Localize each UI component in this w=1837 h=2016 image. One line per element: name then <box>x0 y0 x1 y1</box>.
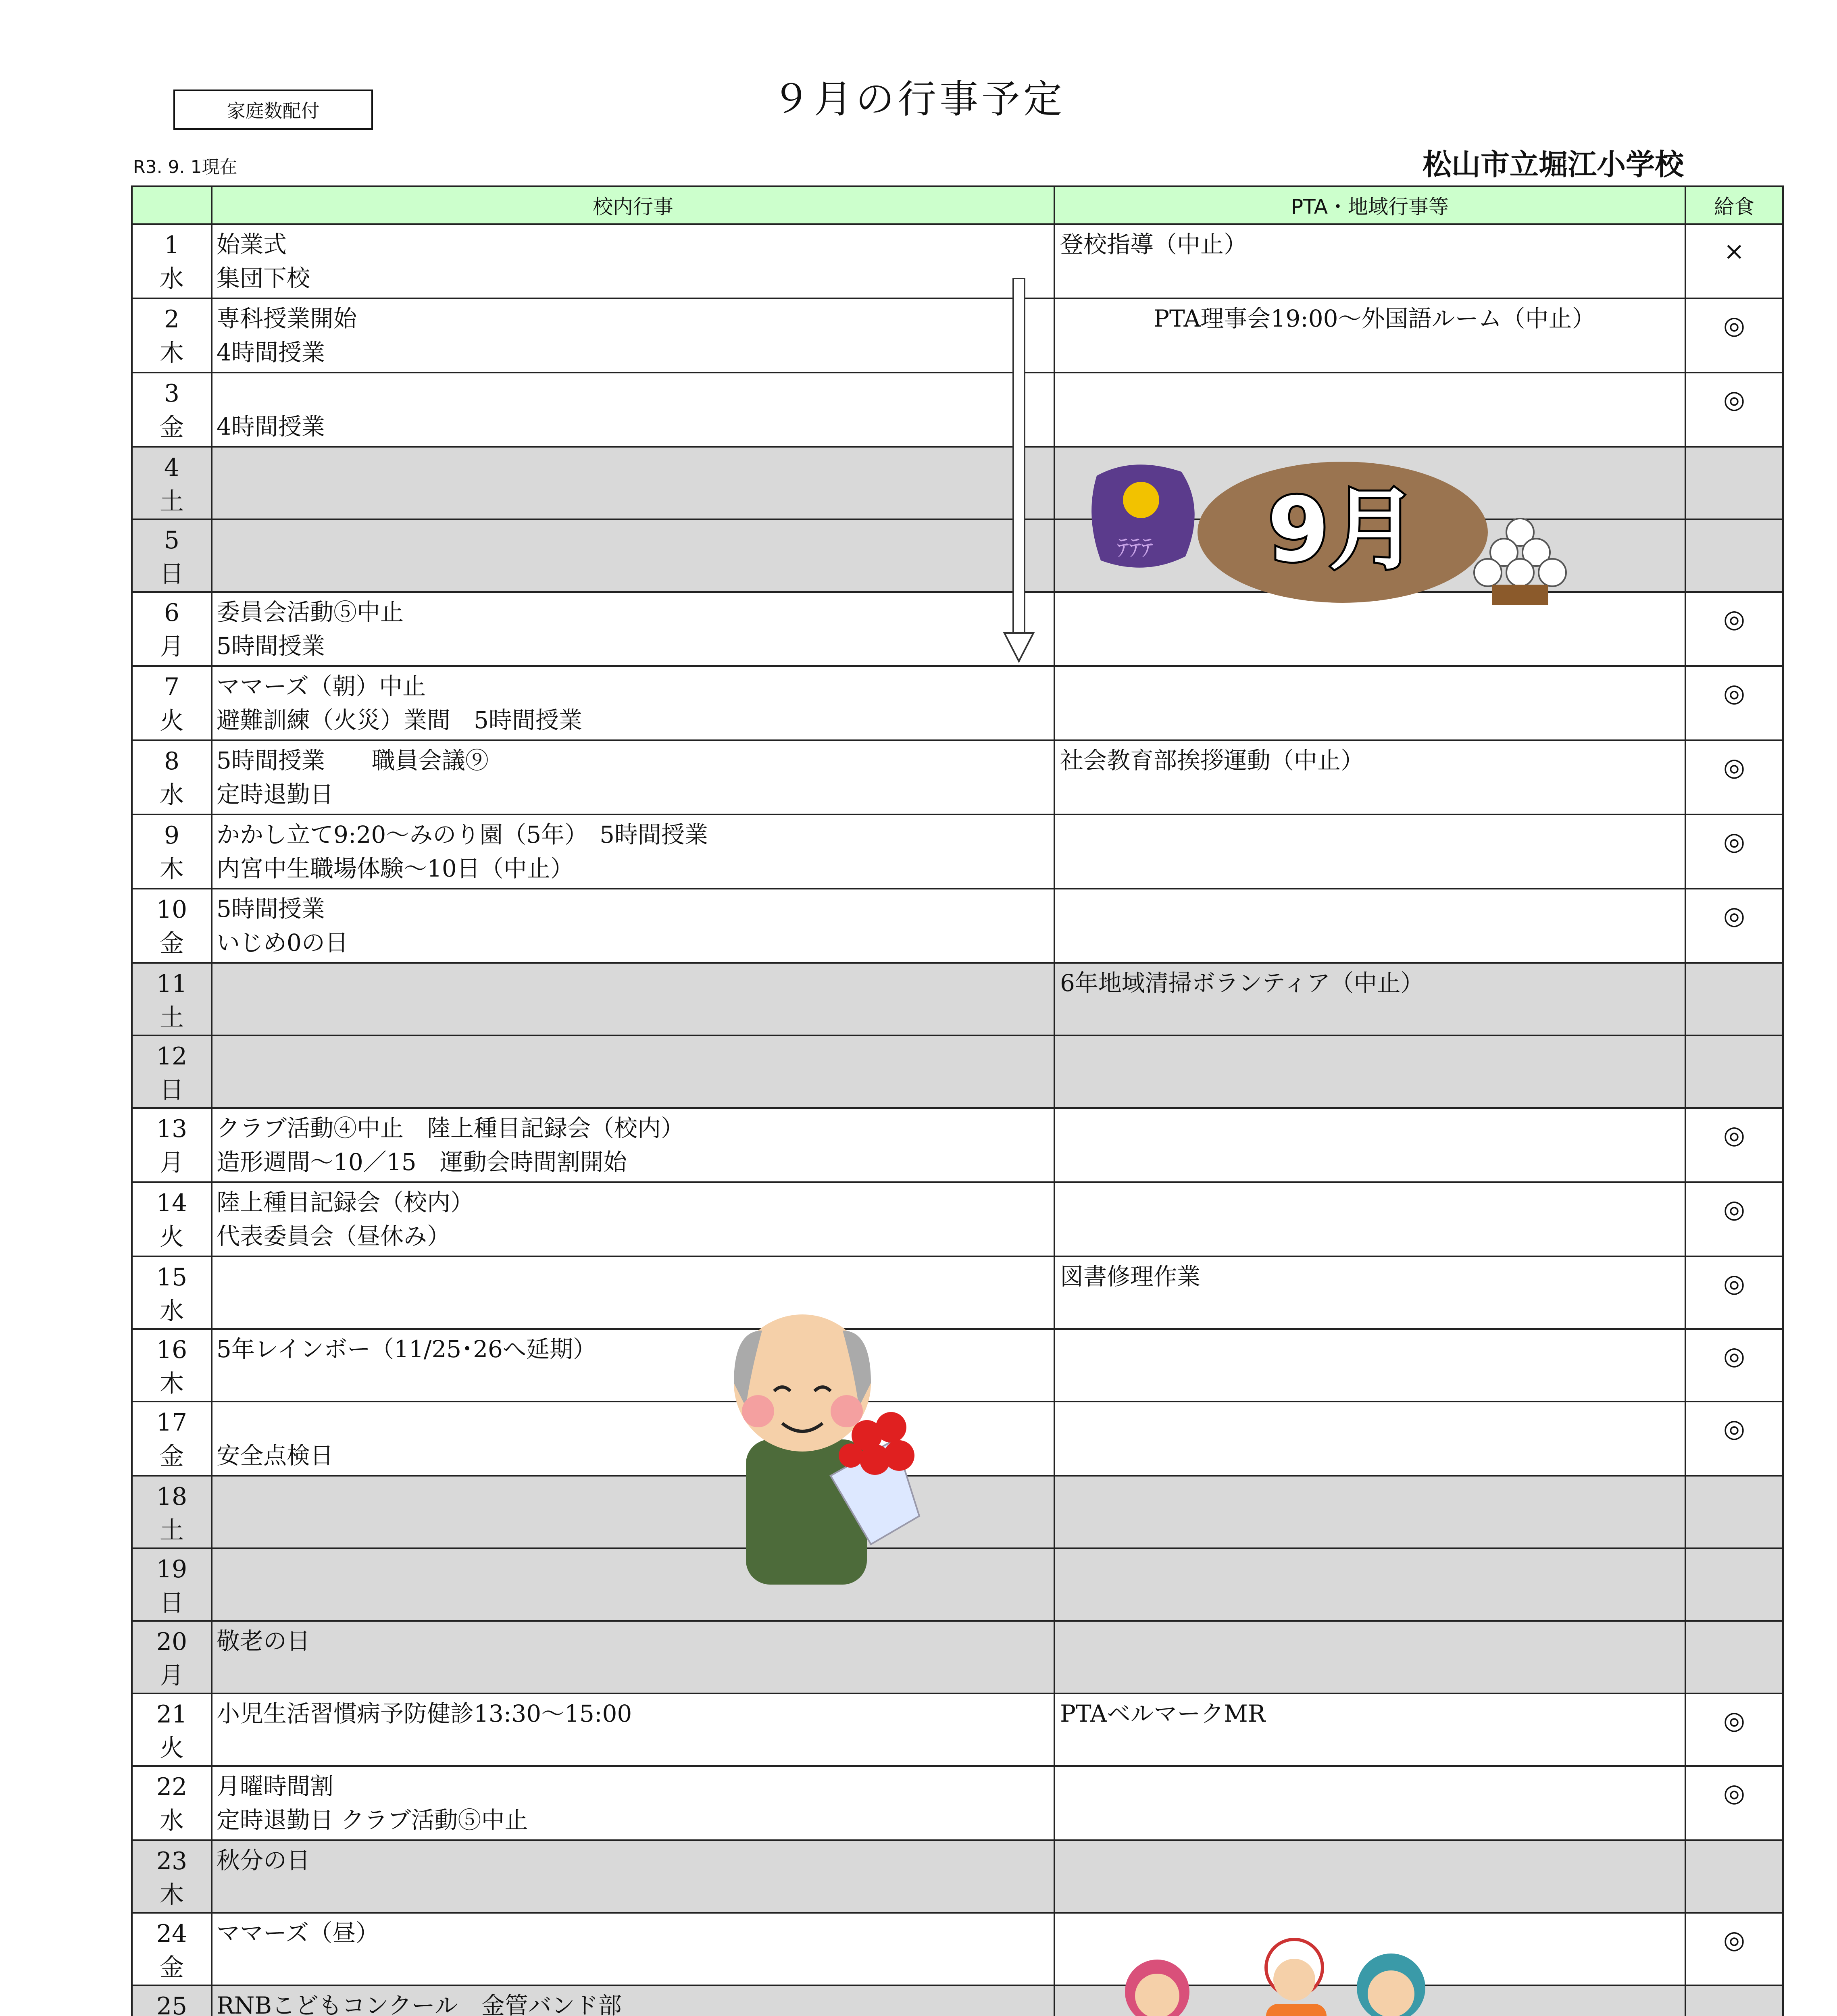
header-school-events: 校内行事 <box>212 186 1054 224</box>
table-row <box>132 740 1783 814</box>
day-number: 5 <box>164 526 180 554</box>
school-events-cell: 月曜時間割 定時退勤日 クラブ活動⑤中止 <box>212 1766 1054 1840</box>
day-of-week: 土 <box>160 1004 184 1032</box>
header-lunch: 給食 <box>1685 186 1783 224</box>
lunch-cell: ◎ <box>1685 373 1783 447</box>
day-number: 8 <box>164 747 180 775</box>
day-of-week: 火 <box>160 1223 184 1251</box>
header-pta-events: PTA・地域行事等 <box>1054 186 1685 224</box>
day-cell <box>132 1182 212 1256</box>
lunch-cell <box>1685 1476 1783 1548</box>
day-cell <box>132 963 212 1035</box>
children-walking-icon <box>1093 1935 1476 2016</box>
day-cell <box>132 1476 212 1548</box>
day-number: 22 <box>156 1773 187 1801</box>
pta-events-cell: 図書修理作業 <box>1054 1256 1685 1329</box>
table-header-row <box>132 186 1783 224</box>
day-cell <box>132 1693 212 1766</box>
lunch-cell: × <box>1685 224 1783 298</box>
pta-events-cell <box>1054 666 1685 740</box>
lunch-cell: ◎ <box>1685 1693 1783 1766</box>
table-row <box>132 1840 1783 1913</box>
pta-events-cell: 社会教育部挨拶運動（中止） <box>1054 740 1685 814</box>
day-of-week: 木 <box>160 1881 184 1909</box>
as-of-date: R3. 9. 1現在 <box>133 157 237 177</box>
lunch-cell: ◎ <box>1685 666 1783 740</box>
day-of-week: 土 <box>160 1516 184 1545</box>
day-cell <box>132 298 212 373</box>
table-row <box>132 666 1783 740</box>
school-events-cell: ママーズ（昼） <box>212 1913 1054 1985</box>
day-number: 6 <box>164 599 180 627</box>
table-row <box>132 1766 1783 1840</box>
day-of-week: 土 <box>160 487 184 516</box>
lunch-cell: ◎ <box>1685 1256 1783 1329</box>
day-number: 2 <box>164 305 180 333</box>
day-cell <box>132 224 212 298</box>
school-events-cell: 陸上種目記録会（校内） 代表委員会（昼休み） <box>212 1182 1054 1256</box>
school-name: 松山市立堀江小学校 <box>1422 148 1684 181</box>
down-arrow-icon <box>1003 278 1035 665</box>
school-events-cell: 5年レインボー（11/25･26へ延期） <box>212 1329 1054 1402</box>
lunch-cell: ◎ <box>1685 1329 1783 1402</box>
day-of-week: 月 <box>160 633 184 661</box>
table-row <box>132 1693 1783 1766</box>
day-number: 11 <box>156 970 187 998</box>
day-of-week: 水 <box>160 1807 184 1835</box>
page-title: ９月の行事予定 <box>772 77 1065 122</box>
lunch-cell: ◎ <box>1685 298 1783 373</box>
lunch-cell <box>1685 1548 1783 1621</box>
table-row <box>132 373 1783 447</box>
day-number: 10 <box>156 896 187 924</box>
day-cell <box>132 1840 212 1913</box>
day-number: 7 <box>164 673 180 701</box>
table-row <box>132 1913 1783 1985</box>
school-events-cell: 5時間授業 いじめ0の日 <box>212 889 1054 963</box>
day-number: 3 <box>164 379 180 408</box>
day-number: 20 <box>156 1628 187 1656</box>
lunch-cell <box>1685 1840 1783 1913</box>
day-cell <box>132 447 212 519</box>
day-of-week: 月 <box>160 1662 184 1690</box>
september-badge-icon <box>1085 452 1593 613</box>
table-row <box>132 889 1783 963</box>
lunch-cell: ◎ <box>1685 814 1783 889</box>
pta-events-cell: 6年地域清掃ボランティア（中止） <box>1054 963 1685 1035</box>
table-row <box>132 298 1783 373</box>
day-number: 18 <box>156 1483 187 1511</box>
school-events-cell: RNBこどもコンクール 金管バンド部 <box>212 1985 1054 2016</box>
pta-events-cell: 登校指導（中止） <box>1054 224 1685 298</box>
day-of-week: 水 <box>160 781 184 809</box>
day-number: 14 <box>156 1189 187 1217</box>
day-of-week: 水 <box>160 265 184 293</box>
school-events-cell: 敬老の日 <box>212 1621 1054 1693</box>
lunch-cell <box>1685 519 1783 592</box>
pta-events-cell: PTAベルマークMR <box>1054 1693 1685 1766</box>
pta-events-cell <box>1054 1402 1685 1476</box>
day-cell <box>132 1035 212 1108</box>
day-of-week: 木 <box>160 1370 184 1398</box>
school-events-cell: 専科授業開始 4時間授業 <box>212 298 1054 373</box>
table-row <box>132 1476 1783 1548</box>
day-of-week: 火 <box>160 707 184 735</box>
day-cell <box>132 889 212 963</box>
pta-events-cell <box>1054 1476 1685 1548</box>
pta-events-cell <box>1054 1182 1685 1256</box>
school-events-cell <box>212 447 1054 519</box>
lunch-cell: ◎ <box>1685 740 1783 814</box>
day-number: 12 <box>156 1042 187 1070</box>
day-of-week: 日 <box>160 1076 184 1104</box>
table-row <box>132 1035 1783 1108</box>
grandfather-with-flowers-icon <box>710 1306 935 1585</box>
table-row <box>132 1402 1783 1476</box>
pta-events-cell <box>1054 373 1685 447</box>
day-of-week: 木 <box>160 855 184 883</box>
lunch-cell <box>1685 963 1783 1035</box>
lunch-cell: ◎ <box>1685 1108 1783 1182</box>
table-row <box>132 814 1783 889</box>
day-number: 21 <box>156 1700 187 1729</box>
pta-events-cell <box>1054 1108 1685 1182</box>
day-cell <box>132 1621 212 1693</box>
day-of-week: 月 <box>160 1149 184 1177</box>
table-row <box>132 963 1783 1035</box>
day-number: 19 <box>156 1555 187 1583</box>
table-row <box>132 1256 1783 1329</box>
day-of-week: 金 <box>160 413 184 442</box>
pta-events-cell <box>1054 1766 1685 1840</box>
school-events-cell <box>212 1035 1054 1108</box>
school-events-cell: 秋分の日 <box>212 1840 1054 1913</box>
pta-events-cell <box>1054 1548 1685 1621</box>
day-cell <box>132 1108 212 1182</box>
lunch-cell: ◎ <box>1685 889 1783 963</box>
lunch-cell: ◎ <box>1685 1402 1783 1476</box>
table-row <box>132 1548 1783 1621</box>
day-cell <box>132 373 212 447</box>
school-events-cell: 小児生活習慣病予防健診13:30～15:00 <box>212 1693 1054 1766</box>
table-row <box>132 1329 1783 1402</box>
school-events-cell: かかし立て9:20～みのり園（5年） 5時間授業 内宮中生職場体験～10日（中止） <box>212 814 1054 889</box>
september-badge-text: 9月 <box>1267 478 1418 581</box>
pta-events-cell <box>1054 1035 1685 1108</box>
day-cell <box>132 519 212 592</box>
school-events-cell: 4時間授業 <box>212 373 1054 447</box>
day-number: 1 <box>164 231 180 259</box>
day-cell <box>132 814 212 889</box>
day-cell <box>132 1256 212 1329</box>
school-events-cell: 5時間授業 職員会議⑨ 定時退勤日 <box>212 740 1054 814</box>
table-row <box>132 1985 1783 2016</box>
day-cell <box>132 1913 212 1985</box>
pta-events-cell <box>1054 814 1685 889</box>
school-events-cell <box>212 963 1054 1035</box>
school-events-cell: ママーズ（朝）中止 避難訓練（火災）業間 5時間授業 <box>212 666 1054 740</box>
day-of-week: 水 <box>160 1297 184 1325</box>
lunch-cell: ◎ <box>1685 1913 1783 1985</box>
day-of-week: 金 <box>160 929 184 958</box>
day-of-week: 木 <box>160 339 184 367</box>
lunch-cell: ◎ <box>1685 1182 1783 1256</box>
school-events-cell: クラブ活動④中止 陸上種目記録会（校内） 造形週間～10／15 運動会時間割開始 <box>212 1108 1054 1182</box>
pta-events-cell <box>1054 1840 1685 1913</box>
day-number: 15 <box>156 1263 187 1291</box>
lunch-cell: ◎ <box>1685 592 1783 666</box>
day-number: 17 <box>156 1408 187 1437</box>
pta-events-cell <box>1054 889 1685 963</box>
table-row <box>132 1108 1783 1182</box>
school-events-cell: 始業式 集団下校 <box>212 224 1054 298</box>
table-row <box>132 224 1783 298</box>
school-events-cell: 委員会活動⑤中止 5時間授業 <box>212 592 1054 666</box>
day-number: 25 <box>156 1992 187 2016</box>
day-cell <box>132 1766 212 1840</box>
lunch-cell <box>1685 1035 1783 1108</box>
day-of-week: 日 <box>160 560 184 588</box>
day-number: 9 <box>164 821 180 850</box>
day-of-week: 金 <box>160 1442 184 1470</box>
lunch-cell <box>1685 1621 1783 1693</box>
day-cell <box>132 1985 212 2016</box>
pta-events-cell <box>1054 1621 1685 1693</box>
table-row <box>132 1621 1783 1693</box>
day-of-week: 火 <box>160 1734 184 1762</box>
day-number: 24 <box>156 1920 187 1948</box>
lunch-cell <box>1685 447 1783 519</box>
svg-text:ﾃﾃﾃ: ﾃﾃﾃ <box>1117 534 1153 562</box>
day-cell <box>132 740 212 814</box>
day-of-week: 日 <box>160 1589 184 1617</box>
lunch-cell: ◎ <box>1685 1766 1783 1840</box>
day-number: 16 <box>156 1336 187 1364</box>
school-events-cell: 安全点検日 <box>212 1402 1054 1476</box>
day-number: 4 <box>164 454 180 482</box>
pta-events-cell <box>1054 1329 1685 1402</box>
day-cell <box>132 592 212 666</box>
school-events-cell <box>212 519 1054 592</box>
day-cell <box>132 1402 212 1476</box>
day-cell <box>132 1329 212 1402</box>
day-cell <box>132 666 212 740</box>
header-day <box>132 186 212 224</box>
day-number: 13 <box>156 1115 187 1143</box>
pta-events-cell: PTA理事会19:00～外国語ルーム（中止） <box>1054 298 1685 373</box>
day-cell <box>132 1548 212 1621</box>
day-number: 23 <box>156 1847 187 1875</box>
table-row <box>132 1182 1783 1256</box>
distribution-label: 家庭数配付 <box>173 90 373 130</box>
day-of-week: 金 <box>160 1954 184 1982</box>
lunch-cell <box>1685 1985 1783 2016</box>
